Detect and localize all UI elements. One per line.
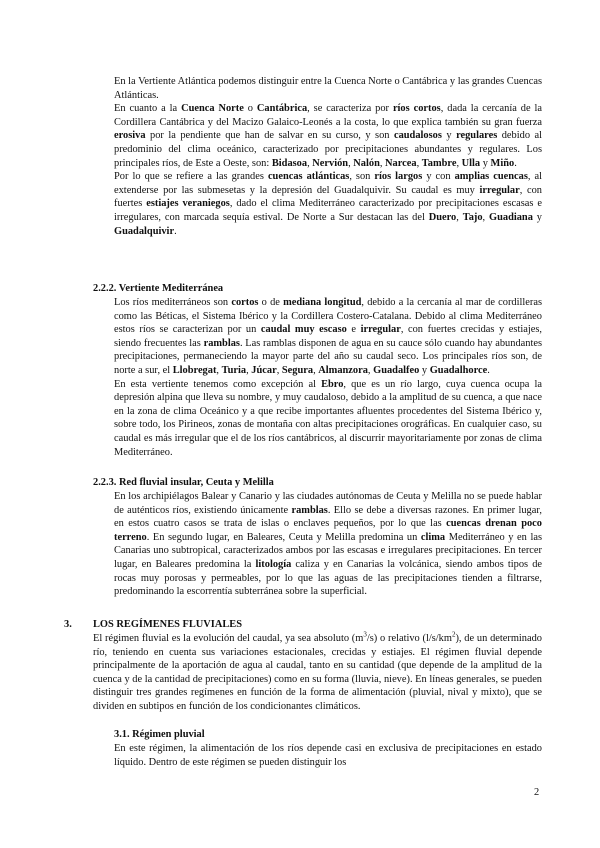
heading-regimenes-fluviales: LOS REGÍMENES FLUVIALES <box>93 619 242 630</box>
paragraph-cuenca-norte: En cuanto a la Cuenca Norte o Cantábrica, se caracteriza por ríos cortos, dada la cercanía de la Cordillera Cantábrica y del Macizo Galaico-Leonés a la costa, lo que explica también su gran fuerza erosiva por la pendiente que han de salvar en su curso, y son caudalosos y regulares debido al predominio del clima oceánico, caracterizado por precipitaciones abundantes y regulares. Los principales ríos, de Este a Oeste, son: Bidasoa, Nervión, Nalón, Narcea, Tambre, Ulla y Miño. <box>114 103 542 169</box>
paragraph-insular: En los archipiélagos Balear y Canario y las ciudades autónomas de Ceuta y Melilla no se puede hablar de auténticos ríos, existiendo únicamente ramblas. Ello se debe a diversas razones. En primer lugar, en estos cuatro casos se trata de islas o enclaves pequeños, por lo que las cuencas drenan poco terreno. En segundo lugar, en Baleares, Ceuta y Melilla predomina un clima Mediterráneo y en las Canarias uno subtropical, caracterizados ambos por las escasas e irregulares precipitaciones. En tercer lugar, en Baleares predomina la litología caliza y en Canarias la volcánica, siendo ambos tipos de rocas muy porosas y permeables, por lo que las aguas de las precipitaciones tienden a filtrarse, predominando la escorrentía subterránea sobre la superficial. <box>114 491 542 598</box>
section-number-3: 3. <box>64 619 72 630</box>
section-pluvial <box>114 742 542 769</box>
section-insular <box>114 490 542 599</box>
section-mediterranean <box>114 296 542 459</box>
heading-regimen-pluvial: 3.1. Régimen pluvial <box>114 729 205 740</box>
paragraph-pluvial: En este régimen, la alimentación de los ríos depende casi en exclusiva de precipitaciones en estado líquido. Dentro de este régimen se pueden distinguir los <box>114 743 542 768</box>
section-regimenes <box>93 632 542 714</box>
heading-vertiente-mediterranea: 2.2.2. Vertiente Mediterránea <box>93 283 224 294</box>
section-atlantic <box>114 75 542 238</box>
paragraph-rios-mediterraneos: Los ríos mediterráneos son cortos o de mediana longitud, debido a la cercanía al mar de cordilleras como las Béticas, el Sistema Ibérico y la Cordillera Costero-Catalana. Debido al clima Mediterráneo estos ríos se caracterizan por un caudal muy escaso e irregular, con fuertes crecidas y estiajes, siendo frecuentes las ramblas. Las ramblas disponen de agua en su cauce sólo cuando hay abundantes precipitaciones, permaneciendo la mayor parte del año su caudal seco. Los principales ríos son, de norte a sur, el Llobregat, Turia, Júcar, Segura, Almanzora, Guadalfeo y Guadalhorce. <box>114 297 543 376</box>
paragraph-intro-atlantic: En la Vertiente Atlántica podemos distinguir entre la Cuenca Norte o Cantábrica y las grandes Cuencas Atlánticas. <box>114 76 542 101</box>
paragraph-cuencas-atlanticas: Por lo que se refiere a las grandes cuencas atlánticas, son ríos largos y con amplias cuencas, al extenderse por las submesetas y la depresión del Guadalquivir. Su caudal es muy irregular, con fuertes estiajes veraniegos, dado el clima Mediterráneo caracterizado por precipitaciones escasas e irregulares, con marcada sequía estival. De Norte a Sur destacan las del Duero, Tajo, Guadiana y Guadalquivir. <box>114 171 543 237</box>
paragraph-ebro: En esta vertiente tenemos como excepción al Ebro, que es un río largo, cuya cuenca ocupa la depresión alpina que lleva su nombre, y muy caudaloso, debido a la amplitud de su cuenca, a que nace en la zona de clima Oceánico y a que recibe importantes afluentes procedentes del Sistema Ibérico y, sobre todo, los Pirineos, zonas de montaña con altas precipitaciones orográficas. En cualquier caso, su caudal es más irregular que el de los ríos cantábricos, al discurrir mayoritariamente por zonas de clima Mediterráneo. <box>114 378 542 458</box>
heading-red-fluvial-insular: 2.2.3. Red fluvial insular, Ceuta y Melilla <box>93 477 274 488</box>
page-number: 2 <box>534 787 540 798</box>
paragraph-regimen-fluvial: El régimen fluvial es la evolución del caudal, ya sea absoluto $(m^3/s)$ o relativo $(l/s/km^2)$, de un determinado río, teniendo en cuenta sus variaciones estacionales, crecidas y estiajes. El régimen fluvial depende principalmente de la aportación de agua al caudal, tanto en su cantidad (que depende de la amplitud de la cuenca y de la cantidad de precipitaciones) como en su forma (lluvia, nieve). En líneas generales, se pueden distinguir tres grandes regímenes en función de la forma de alimentación (pluvial, nival y mixto), que se dividen en subtipos en función de los condicionantes climáticos. <box>93 630 542 712</box>
